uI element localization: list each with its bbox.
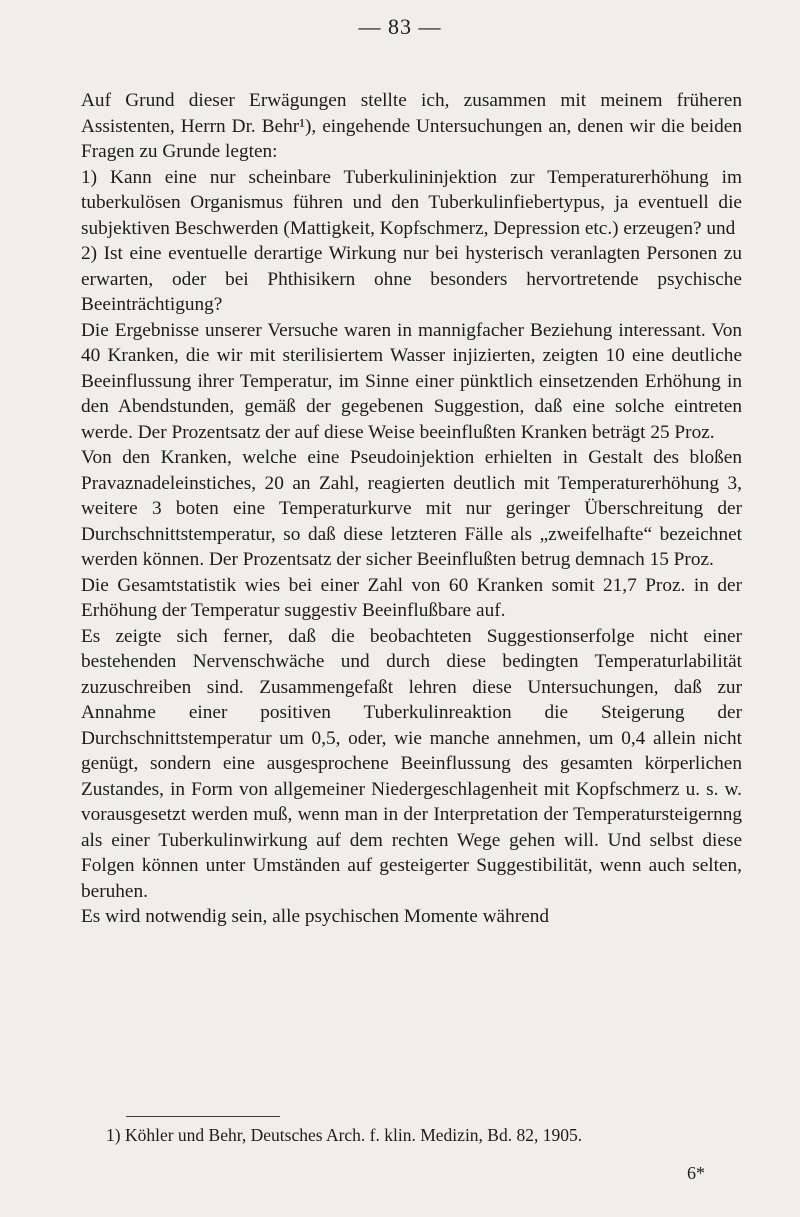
body-text	[81, 88, 742, 930]
signature-mark: 6*	[687, 1163, 705, 1183]
paragraph: Die Ergebnisse unserer Versuche waren in mannigfacher Beziehung interessant. Von 40 Kranken, die wir mit sterilisiertem Wasser injizierten, zeigten 10 eine deutliche Beeinflussung ihrer Temperatur, im Sinne einer pünktlich einsetzenden Erhöhung in den Abendstunden, gemäß der gegebenen Suggestion, daß eine solche eintreten werde. Der Prozentsatz der auf diese Weise beeinflußten Kranken beträgt 25 Proz.	[81, 319, 742, 443]
paragraph: 2) Ist eine eventuelle derartige Wirkung nur bei hysterisch veranlagten Personen zu erwarten, oder bei Phthisikern ohne besonders hervortretende psychische Beeinträchtigung?	[81, 243, 742, 315]
paragraph: Von den Kranken, welche eine Pseudoinjektion erhielten in Gestalt des bloßen Pravaznadeleinstiches, 20 an Zahl, reagierten deutlich mit Temperaturerhöhung 3, weitere 3 boten eine Temperaturkurve mit nur geringer Überschreitung der Durchschnittstemperatur, so daß diese letzteren Fälle als „zweifelhafte“ bezeichnet werden können. Der Prozentsatz der sicher Beeinflußten betrug demnach 15 Proz.	[81, 447, 742, 570]
paragraph: Es wird notwendig sein, alle psychischen Momente während	[81, 906, 549, 927]
paragraph: 1) Kann eine nur scheinbare Tuberkulininjektion zur Temperaturerhöhung im tuberkulösen Organismus führen und den Tuberkulinfiebertypus, ja eventuell die subjektiven Beschwerden (Mattigkeit, Kopfschmerz, Depression etc.) erzeugen? und	[81, 166, 742, 239]
paragraph: Es zeigte sich ferner, daß die beobachteten Suggestionserfolge nicht einer bestehenden Nervenschwäche und durch diese bedingten Temperaturlabilität zuzuschreiben sind. Zusammengefaßt lehren diese Untersuchungen, daß zur Annahme einer positiven Tuberkulinreaktion die Steigerung der Durchschnittstemperatur um 0,5, oder, wie manche annehmen, um 0,4 allein nicht genügt, sondern eine ausgesprochene Beeinflussung des gesamten körperlichen Zustandes, in Form von allgemeiner Niedergeschlagenheit mit Kopfschmerz u. s. w. vorausgesetzt werden muß, wenn man in der Interpretation der Temperatursteigernng als einer Tuberkulinwirkung auf dem rechten Wege gehen will. Und selbst diese Folgen können unter Umständen auf gesteigerter Suggestibilität, wenn auch selten, beruhen.	[81, 625, 742, 902]
footnote: 1) Köhler und Behr, Deutsches Arch. f. klin. Medizin, Bd. 82, 1905.	[106, 1125, 583, 1145]
page-number: — 83 —	[358, 14, 442, 39]
paragraph: Die Gesamtstatistik wies bei einer Zahl von 60 Kranken somit 21,7 Proz. in der Erhöhung der Temperatur suggestiv Beeinflußbare auf.	[81, 574, 742, 621]
paragraph: Auf Grund dieser Erwägungen stellte ich, zusammen mit meinem früheren Assistenten, Herrn Dr. Behr¹), eingehende Untersuchungen an, denen wir die beiden Fragen zu Grunde legten:	[81, 90, 742, 162]
footnote-divider	[126, 1116, 280, 1117]
